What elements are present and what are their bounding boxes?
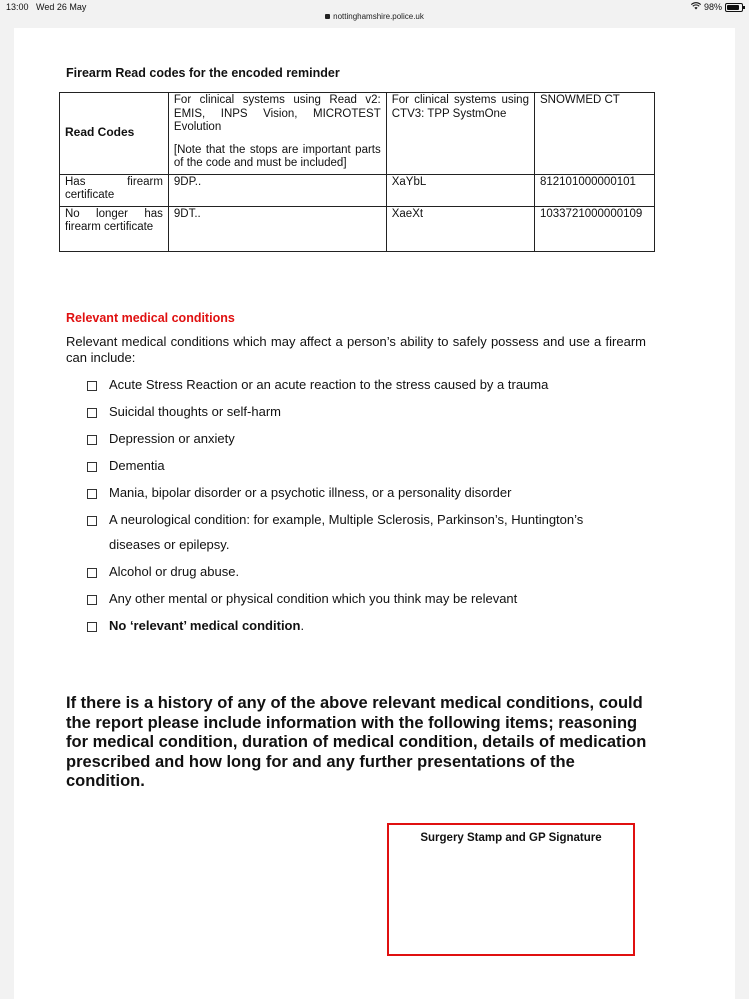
- checkbox-icon: [87, 381, 97, 391]
- stamp-signature-box: [387, 823, 635, 956]
- checkbox-icon: [87, 622, 97, 632]
- row-read-v2: 9DT..: [168, 206, 386, 251]
- list-item: Dementia: [87, 459, 165, 473]
- url-text: nottinghamshire.police.uk: [333, 12, 424, 21]
- row-snomed: 1033721000000109: [534, 206, 654, 251]
- wifi-icon: [691, 2, 701, 12]
- header-read-v2-main: For clinical systems using Read v2: EMIS, INPS Vision, MICROTEST Evolution: [173, 94, 381, 133]
- status-time: [6, 2, 86, 12]
- header-ctv3: For clinical systems using CTV3: TPP SystmOne: [386, 93, 534, 175]
- conditions-title: Relevant medical conditions: [66, 311, 235, 325]
- status-right: [691, 2, 743, 12]
- table-row: [60, 174, 655, 206]
- list-item: Mania, bipolar disorder or a psychotic illness, or a personality disorder: [87, 486, 511, 500]
- row-label: No longer has firearm certificate: [60, 206, 169, 251]
- header-read-codes: Read Codes: [60, 93, 169, 175]
- row-ctv3: XaeXt: [386, 206, 534, 251]
- list-item: Acute Stress Reaction or an acute reaction to the stress caused by a trauma: [87, 378, 548, 392]
- checkbox-icon: [87, 435, 97, 445]
- checkbox-icon: [87, 489, 97, 499]
- conditions-intro: Relevant medical conditions which may affect a person’s ability to safely possess and use a firearm can include:: [66, 334, 646, 365]
- table-header-row: [60, 93, 655, 175]
- stamp-label: Surgery Stamp and GP Signature: [420, 832, 602, 844]
- header-read-v2: [168, 93, 386, 175]
- battery-icon: [725, 3, 743, 12]
- checkbox-icon: [87, 568, 97, 578]
- row-read-v2: 9DP..: [168, 174, 386, 206]
- list-item: No ‘relevant’ medical condition.: [87, 619, 304, 633]
- checkbox-icon: [87, 516, 97, 526]
- list-item: Alcohol or drug abuse.: [87, 565, 239, 579]
- list-item: A neurological condition: for example, Multiple Sclerosis, Parkinson’s, Huntington’s: [87, 513, 583, 527]
- clock-date: Wed 26 May: [36, 2, 87, 12]
- lock-icon: [325, 14, 330, 19]
- table-row: [60, 206, 655, 251]
- row-ctv3: XaYbL: [386, 174, 534, 206]
- row-snomed: 812101000000101: [534, 174, 654, 206]
- list-item: Any other mental or physical condition which you think may be relevant: [87, 592, 517, 606]
- checkbox-icon: [87, 408, 97, 418]
- document-page: [14, 28, 735, 999]
- row-label: Has firearm certificate: [60, 174, 169, 206]
- read-codes-table: [59, 92, 655, 252]
- battery-percent: 98%: [703, 2, 722, 12]
- read-codes-title: Firearm Read codes for the encoded reminder: [66, 66, 340, 80]
- header-read-v2-note: [Note that the stops are important parts of the code and must be included]: [173, 143, 381, 169]
- list-item: Depression or anxiety: [87, 432, 235, 446]
- address-bar[interactable]: [0, 12, 749, 28]
- header-snomed: SNOWMED CT: [534, 93, 654, 175]
- list-item-continuation: diseases or epilepsy.: [109, 537, 230, 552]
- history-note: If there is a history of any of the above relevant medical conditions, could the report please include information with the following items; reasoning for medical condition, duration of medical condition, details of medication prescribed and how long for and any further presentations of the condition.: [66, 694, 647, 790]
- list-item: Suicidal thoughts or self-harm: [87, 405, 281, 419]
- clock-time: 13:00: [6, 2, 29, 12]
- checkbox-icon: [87, 595, 97, 605]
- no-condition-label: No ‘relevant’ medical condition: [109, 618, 301, 633]
- checkbox-icon: [87, 462, 97, 472]
